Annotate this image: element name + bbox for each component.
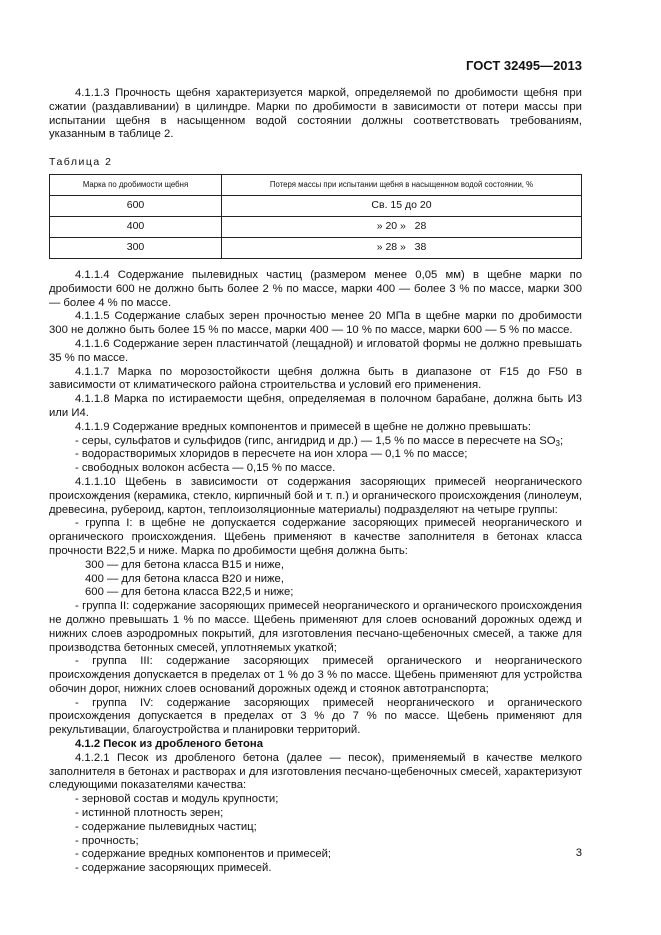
- table-row: [50, 216, 582, 237]
- group-4: - группа IV: содержание засоряющих примесей неорганического и органического происхождения допускается в пределах от 3 % до 7 % по массе. Щебень применяют для рекультивации, благоустройства и планировки территорий.: [49, 696, 582, 737]
- paragraph-4-1-1-3: 4.1.1.3 Прочность щебня характеризуется маркой, определяемой по дробимости щебня при сжатии (раздавливании) в цилиндре. Марки по дробимости в зависимости от потери массы при испытании щебня в насыщенном водой состоянии должны соответствовать требованиям, указанным в таблице 2.: [49, 87, 582, 141]
- table-cell: Св. 15 до 20: [222, 195, 582, 216]
- paragraph-4-1-1-6: 4.1.1.6 Содержание зерен пластинчатой (лещадной) и игловатой формы не должно превышать 35 % по массе.: [49, 337, 582, 364]
- table-caption: Таблица 2: [49, 156, 113, 169]
- paragraph-4-1-1-10: 4.1.1.10 Щебень в зависимости от содержания засоряющих примесей неорганического происхождения (керамика, стекло, кирпичный бой и т. п.) и органического происхождения (линолеум, древесина, рубероид, картон, теплоизоляционные материалы) подразделяют на четыре группы:: [49, 475, 582, 516]
- list-item: - содержание засоряющих примесей.: [75, 862, 272, 875]
- list-item: - водорастворимых хлоридов в пересчете на ион хлора — 0,1 % по массе;: [75, 448, 468, 461]
- list-item-text: - серы, сульфатов и сульфидов (гипс, ангидрид и др.) — 1,5 % по массе в пересчете на SO: [75, 434, 556, 447]
- list-item: - свободных волокон асбеста — 0,15 % по массе.: [75, 462, 336, 475]
- table-cell: » 20 » 28: [222, 216, 582, 237]
- paragraph-4-1-2-1: 4.1.2.1 Песок из дробленого бетона (далее — песок), применяемый в качестве мелкого заполнителя в бетонах и растворах и для изготовления песчано-щебеночных смесей, характеризуют следующими показателями качества:: [49, 751, 582, 792]
- document-code: ГОСТ 32495—2013: [466, 58, 582, 73]
- table-row: [50, 195, 582, 216]
- table-header-row: [50, 174, 582, 195]
- page-number: 3: [575, 847, 582, 859]
- list-item: 600 — для бетона класса В22,5 и ниже;: [85, 586, 294, 599]
- paragraph-4-1-1-4: 4.1.1.4 Содержание пылевидных частиц (размером менее 0,05 мм) в щебне марки по дробимости 600 не должно быть более 2 % по массе, марки 400 — более 3 % по массе, марки 300 — более 4 % по массе.: [49, 268, 582, 309]
- paragraph-4-1-1-5: 4.1.1.5 Содержание слабых зерен прочностью менее 20 МПа в щебне марки по дробимости 300 не должно быть более 15 % по массе, марки 400 — 10 % по массе, марки 600 — 5 % по массе.: [49, 310, 582, 337]
- table-row: [50, 237, 582, 258]
- list-item: - прочность;: [75, 834, 139, 847]
- list-item: 300 — для бетона класса В15 и ниже,: [85, 558, 284, 571]
- table-cell: » 28 » 38: [222, 237, 582, 258]
- paragraph-4-1-1-7: 4.1.1.7 Марка по морозостойкости щебня должна быть в диапазоне от F15 до F50 в зависимости от климатического района строительства и условий его применения.: [49, 365, 582, 392]
- table-cell: 300: [50, 237, 222, 258]
- paragraph-4-1-1-8: 4.1.1.8 Марка по истираемости щебня, определяемая в полочном барабане, должна быть И3 или И4.: [49, 393, 582, 419]
- list-item: - зерновой состав и модуль крупности;: [75, 793, 279, 806]
- table-2: [49, 174, 582, 259]
- list-item: - содержание вредных компонентов и примесей;: [75, 848, 332, 861]
- table-header-cell: Потеря массы при испытании щебня в насыщенном водой состоянии, %: [222, 174, 582, 195]
- list-item: - истинной плотность зерен;: [75, 807, 224, 820]
- list-item: 400 — для бетона класса В20 и ниже,: [85, 572, 284, 585]
- list-item: - содержание пылевидных частиц;: [75, 820, 257, 833]
- list-item-end: ;: [560, 434, 564, 447]
- page-body: [49, 87, 582, 876]
- subscript: 3: [555, 438, 560, 448]
- list-item: [49, 435, 582, 449]
- paragraph-4-1-1-9: 4.1.1.9 Содержание вредных компонентов и примесей в щебне не должно превышать:: [75, 420, 532, 433]
- table-cell: 600: [50, 195, 222, 216]
- table-header-cell: Марка по дробимости щебня: [50, 174, 222, 195]
- section-heading-4-1-2: 4.1.2 Песок из дробленого бетона: [75, 738, 263, 751]
- table-cell: 400: [50, 216, 222, 237]
- group-2: - группа II: содержание засоряющих примесей неорганического и органического происхождения не должно превышать 1 % по массе. Щебень применяют для слоев оснований дорожных одежд и нижних слоев аэродромных покрытий, для изготовления песчано-щебеночных смесей, а также для производства бетонных смесей, уплотняемых укаткой;: [49, 600, 582, 654]
- group-1: - группа I: в щебне не допускается содержание засоряющих примесей неорганического и органического происхождения. Щебень применяют в качестве заполнителя в бетонах класса прочности В22,5 и ниже. Марка по дробимости щебня должна быть:: [49, 517, 582, 557]
- group-3: - группа III: содержание засоряющих примесей органического и неорганического происхождения допускается в пределах от 1 % до 3 % по массе. Щебень применяют для устройства обочин дорог, нижних слоев оснований дорожных одежд и стоянок автотранспорта;: [49, 655, 582, 695]
